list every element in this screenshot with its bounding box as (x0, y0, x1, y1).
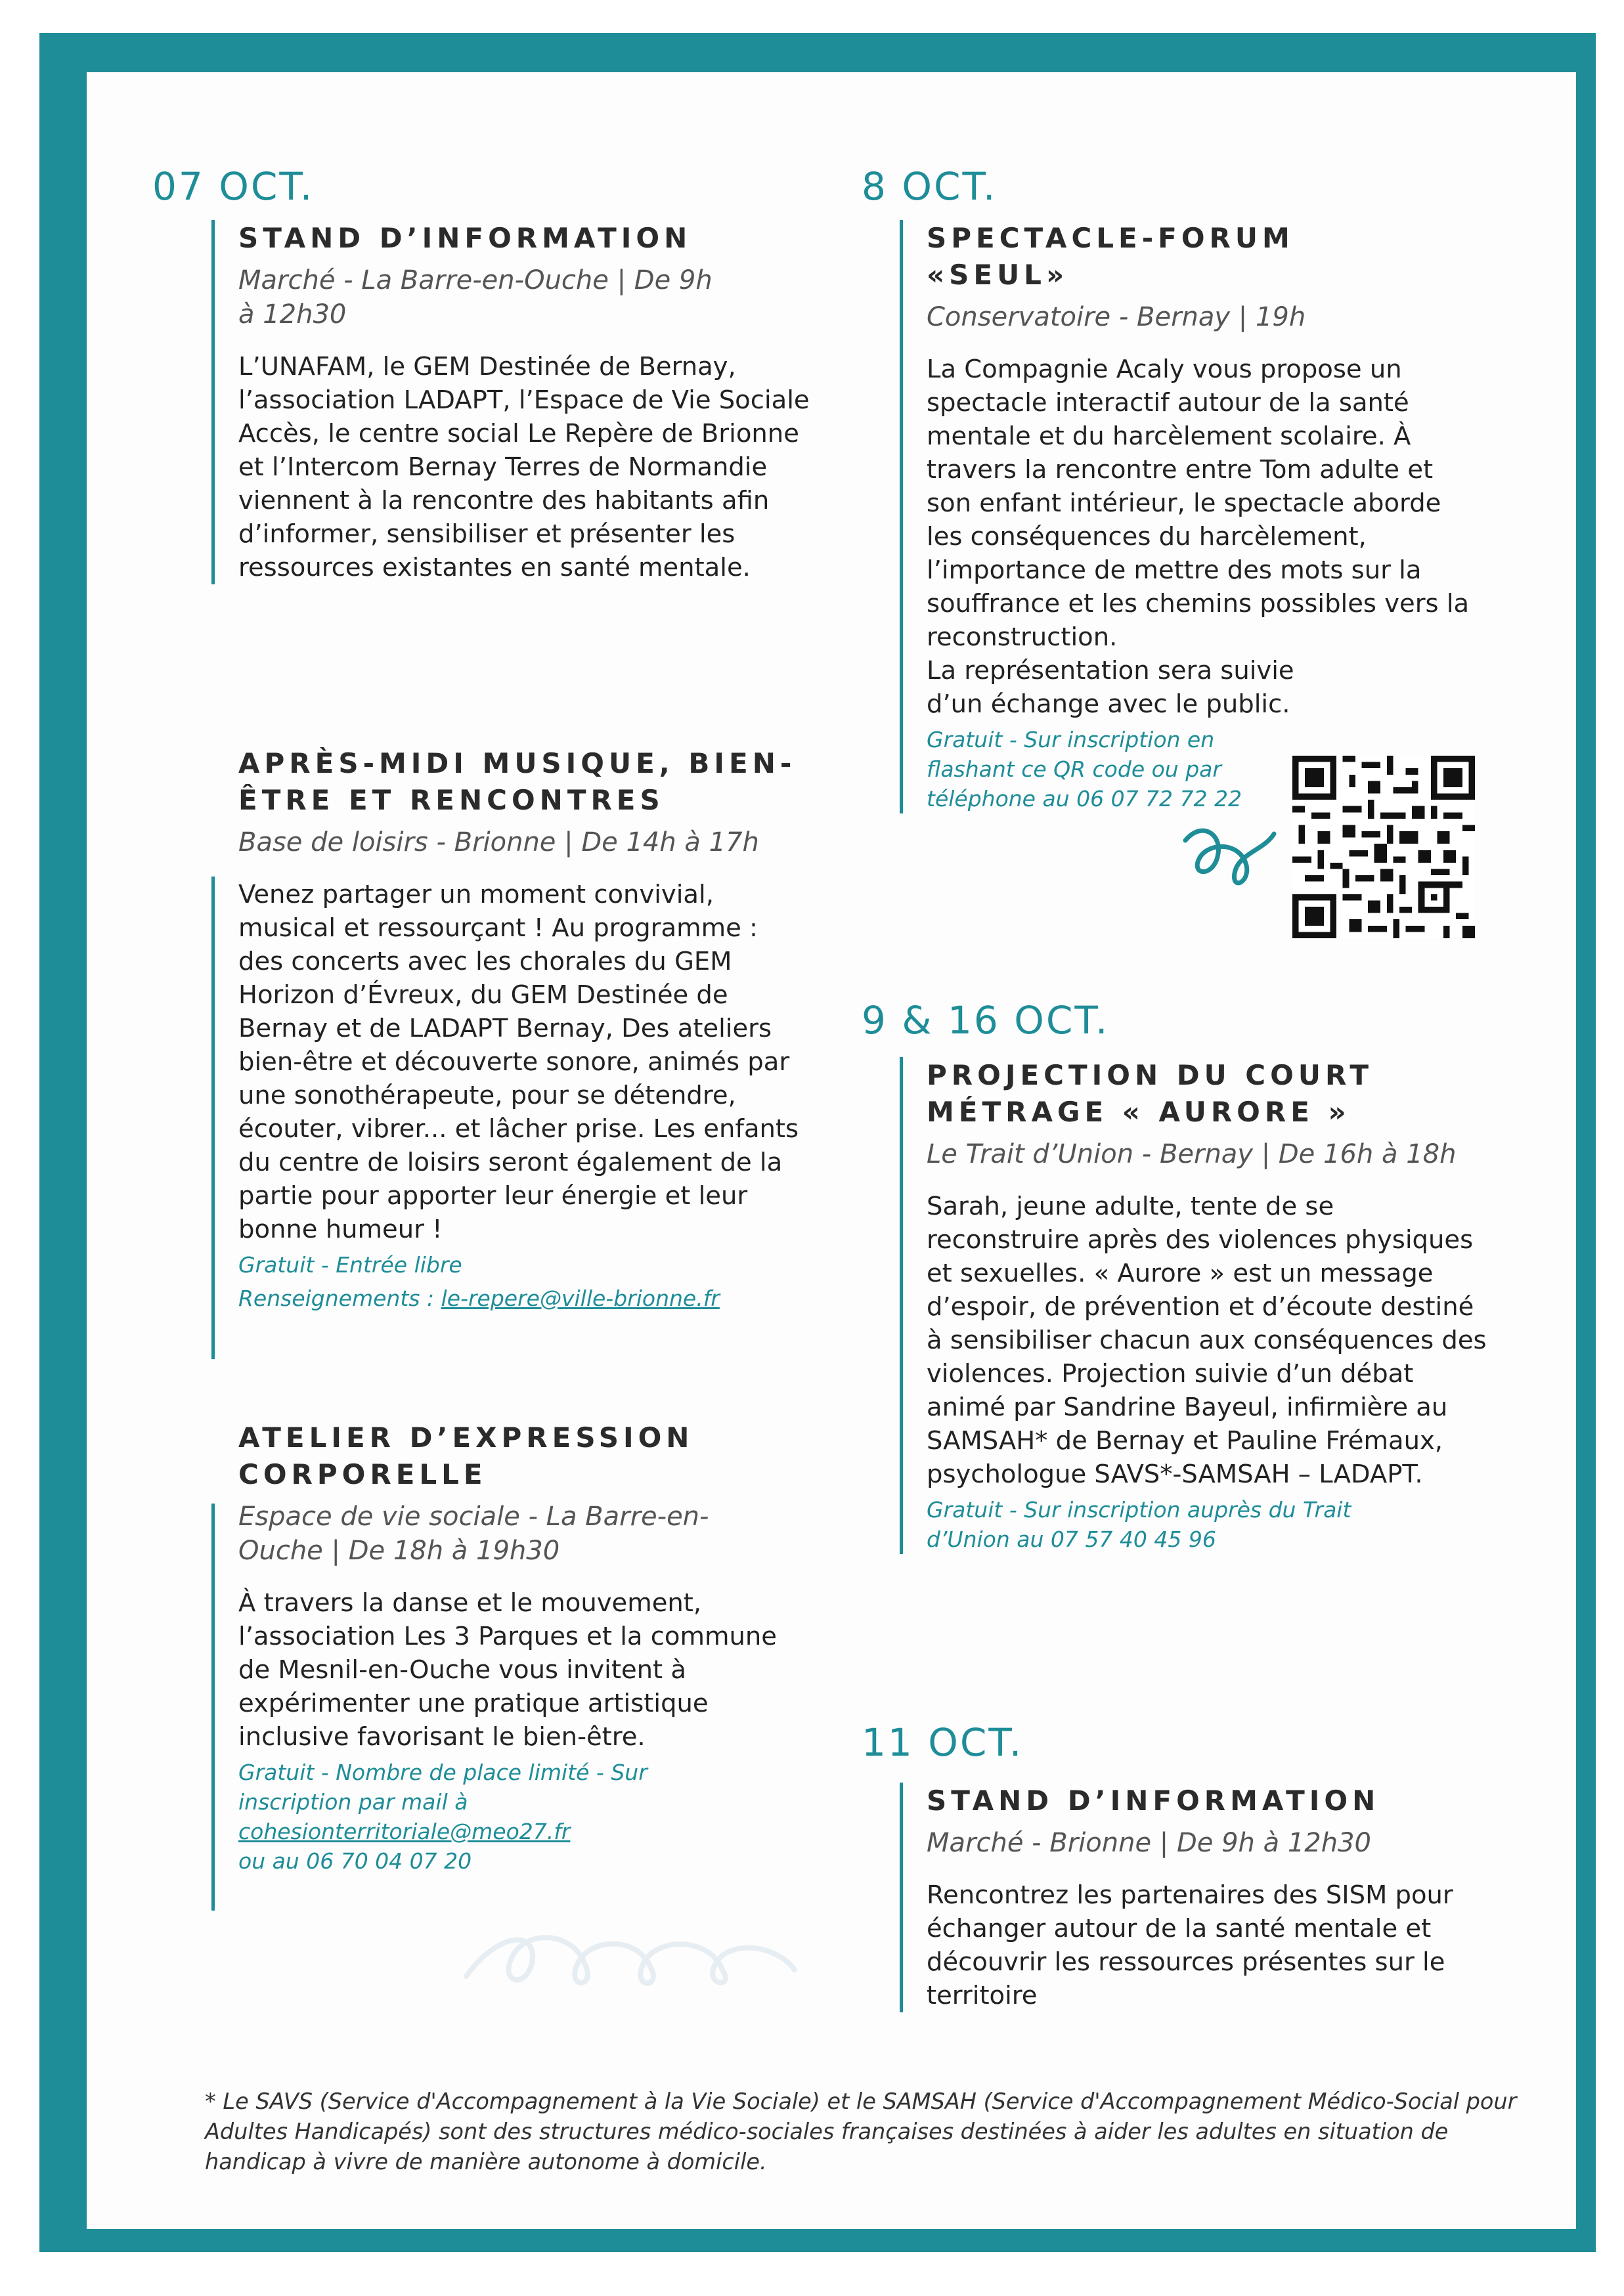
event-description-2: La représentation sera suivie d’un échange avec le public. (927, 656, 1294, 719)
event-description: L’UNAFAM, le GEM Destinée de Bernay, l’association LADAPT, l’Espace de Vie Sociale Accès, le centre social Le Repère de Brionne et l’Intercom Bernay Terres de Normandie viennent à la rencontre des habitants afin d’informer, sensibiliser et présenter les ressources existantes en santé mentale. (238, 352, 810, 582)
event-location: Espace de vie sociale - La Barre-en-Ouche | De 18h à 19h30 (238, 1502, 709, 1566)
qr-code[interactable] (1292, 755, 1475, 939)
event-title: STAND D’INFORMATION (238, 222, 692, 254)
contact-label: Renseignements : (238, 1286, 441, 1311)
faint-swirl-decoration (460, 1917, 801, 1996)
frame-top-bar (39, 33, 1596, 72)
event-phone: ou au 06 70 04 07 20 (238, 1848, 472, 1874)
frame-left-bar (39, 33, 87, 2252)
event-contact (238, 1284, 895, 1313)
email-link[interactable]: cohesionterritoriale@meo27.fr (238, 1819, 571, 1844)
date-9-16-oct: 9 & 16 OCT. (862, 998, 1110, 1043)
event-description: Rencontrez les partenaires des SISM pour échanger autour de la santé mentale et découvrir les ressources présentes sur le territoire (927, 1880, 1453, 2010)
frame-bottom-bar (39, 2229, 1596, 2252)
event-description: La Compagnie Acaly vous propose un spectacle interactif autour de la santé mentale et du harcèlement scolaire. À travers la rencontre entre Tom adulte et son enfant intérieur, le spectacle aborde les conséquences du harcèlement, l’importance de mettre des mots sur la souffrance et les chemins possibles vers la reconstruction. (927, 355, 1470, 652)
event-note: Gratuit - Sur inscription auprès du Trait d’Union au 07 57 40 45 96 (927, 1497, 1351, 1552)
event-location: Marché - La Barre-en-Ouche | De 9h à 12h30 (238, 265, 713, 330)
event-spectacle-forum (900, 220, 1518, 813)
event-note: Gratuit - Nombre de place limité - Sur inscription par mail à (238, 1760, 647, 1815)
event-location: Marché - Brionne | De 9h à 12h30 (927, 1828, 1371, 1858)
event-description: À travers la danse et le mouvement, l’association Les 3 Parques et la commune de Mesnil-en-Ouche vous invitent à expérimenter une pratique artistique inclusive favorisant le bien-être. (238, 1588, 777, 1752)
event-atelier-expression (211, 1419, 843, 1876)
event-title: APRÈS-MIDI MUSIQUE, BIEN-ÊTRE ET RENCONTRES (238, 747, 797, 816)
event-title: SPECTACLE-FORUM «SEUL» (927, 222, 1294, 291)
frame-right-bar (1576, 33, 1596, 2252)
event-rule (211, 1504, 215, 1911)
event-location: Le Trait d’Union - Bernay | De 16h à 18h (927, 1139, 1457, 1169)
date-07-oct: 07 OCT. (152, 164, 315, 209)
date-8-oct: 8 OCT. (862, 164, 998, 209)
event-note: Gratuit - Sur inscription en flashant ce QR code ou par téléphone au 06 07 72 72 22 (927, 727, 1242, 812)
event-location: Conservatoire - Bernay | 19h (927, 302, 1306, 332)
event-stand-information-1 (211, 220, 843, 584)
event-title: STAND D’INFORMATION (927, 1785, 1380, 1817)
event-note: Gratuit - Entrée libre (238, 1252, 462, 1278)
footnote: * Le SAVS (Service d'Accompagnement à la Vie Sociale) et le SAMSAH (Service d'Accompagnement Médico-Social pour Adultes Handicapés) sont des structures médico-sociales françaises destinées à aider les adultes en situation de handicap à vivre de manière autonome à domicile. (205, 2089, 1517, 2175)
event-title: PROJECTION DU COURT MÉTRAGE « AURORE » (927, 1059, 1374, 1128)
event-rule (211, 877, 215, 1359)
event-contact (238, 1817, 843, 1846)
swirl-decoration (1182, 814, 1281, 899)
date-11-oct: 11 OCT. (862, 1720, 1024, 1765)
event-location: Base de loisirs - Brionne | De 14h à 17h (238, 827, 759, 857)
event-stand-information-2 (900, 1783, 1518, 2012)
event-title: ATELIER D’EXPRESSION CORPORELLE (238, 1421, 694, 1490)
event-projection-aurore (900, 1057, 1518, 1554)
event-apres-midi-musique (211, 745, 895, 1313)
event-description: Venez partager un moment convivial, musical et ressourçant ! Au programme : des concerts avec les chorales du GEM Horizon d’Évreux, du GEM Destinée de Bernay et de LADAPT Bernay, Des ateliers bien-être et découverte sonore, animés par une sonothérapeute, pour se détendre, écouter, vibrer... et lâcher prise. Les enfants du centre de loisirs seront également de la partie pour apporter leur énergie et leur bonne humeur ! (238, 880, 799, 1244)
event-description: Sarah, jeune adulte, tente de se reconstruire après des violences physiques et sexuelles. « Aurore » est un message d’espoir, de prévention et d’écoute destiné à sensibiliser chacun aux conséquences des violences. Projection suivie d’un débat animé par Sandrine Bayeul, infirmière au SAMSAH* de Bernay et Pauline Frémaux, psychologue SAVS*-SAMSAH – LADAPT. (927, 1192, 1487, 1489)
email-link[interactable]: le-repere@ville-brionne.fr (441, 1286, 720, 1311)
